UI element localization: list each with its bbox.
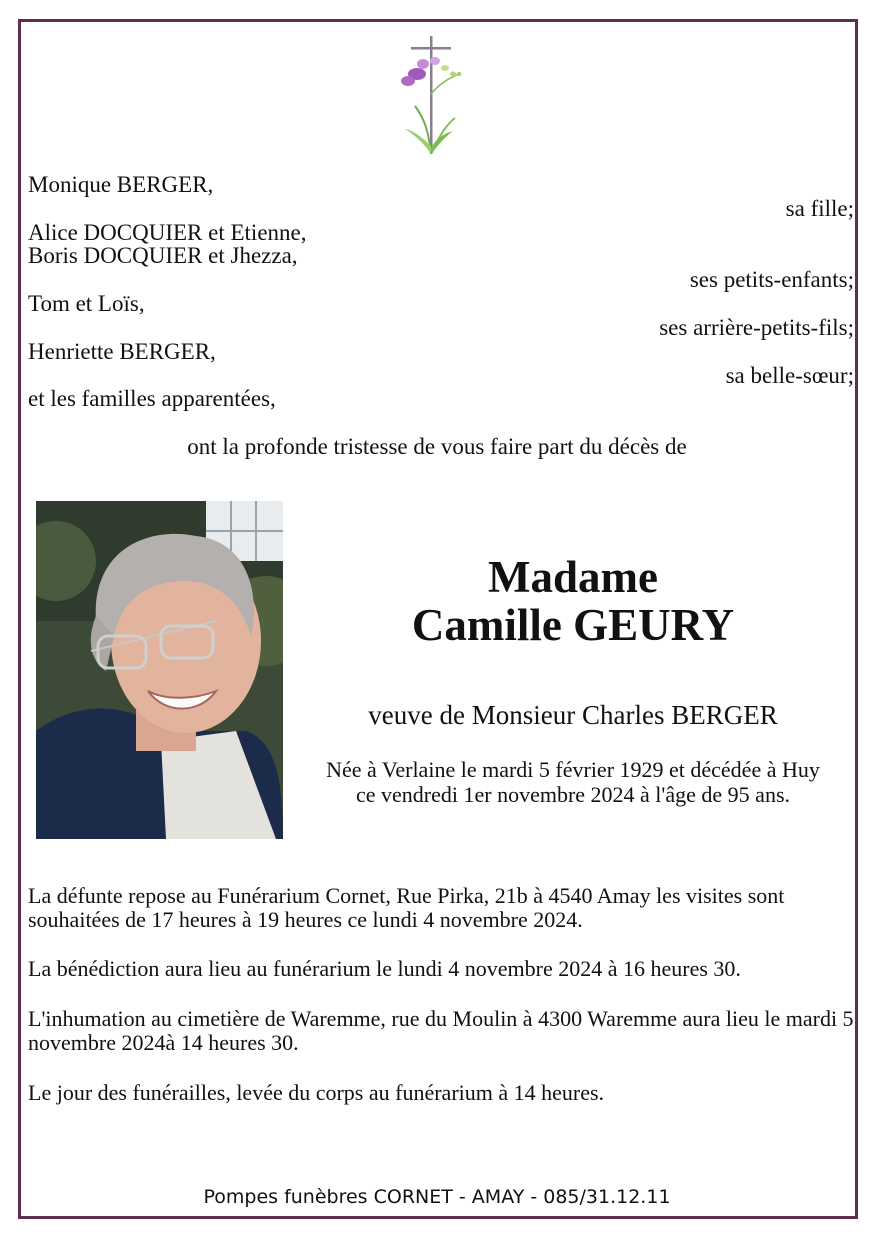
family-member-name: Alice DOCQUIER et Etienne, [28, 220, 307, 245]
family-member-name: et les familles apparentées, [28, 386, 276, 411]
family-relation: sa fille; [785, 196, 854, 221]
intro-text: ont la profonde tristesse de vous faire part du décès de [187, 434, 687, 459]
spouse-text: veuve de Monsieur Charles BERGER [368, 700, 778, 730]
deceased-name: Camille GEURY [411, 600, 735, 650]
family-member-name: Boris DOCQUIER et Jhezza, [28, 243, 298, 268]
family-relation: ses arrière-petits-fils; [659, 315, 854, 340]
funeral-home-footer: Pompes funèbres CORNET - AMAY - 085/31.12.11 [203, 1186, 671, 1208]
blessing-paragraph: La bénédiction aura lieu au funérarium le lundi 4 novembre 2024 à 16 heures 30. [28, 956, 741, 981]
birth-death-line-2: ce vendredi 1er novembre 2024 à l'âge de 95 ans. [355, 782, 791, 807]
family-member-name: Tom et Loïs, [28, 291, 145, 316]
birth-death-line-1: Née à Verlaine le mardi 5 février 1929 et décédée à Huy [326, 757, 820, 782]
burial-paragraph: L'inhumation au cimetière de Waremme, rue du Moulin à 4300 Waremme aura lieu le mardi 5 novembre 2024à 14 heures 30. [28, 1006, 854, 1055]
viewing-paragraph: La défunte repose au Funérarium Cornet, Rue Pirka, 21b à 4540 Amay les visites sont souhaitées de 17 heures à 19 heures ce lundi 4 novembre 2024. [28, 883, 785, 932]
family-member-name: Henriette BERGER, [28, 339, 216, 364]
family-relation: sa belle-sœur; [725, 363, 854, 388]
family-relation: ses petits-enfants; [689, 267, 854, 292]
portrait-photo [36, 501, 283, 839]
deceased-title: Madame [488, 552, 658, 602]
departure-paragraph: Le jour des funérailles, levée du corps au funérarium à 14 heures. [28, 1080, 605, 1105]
family-member-name: Monique BERGER, [28, 172, 214, 197]
cross-with-flower-icon [395, 34, 467, 164]
